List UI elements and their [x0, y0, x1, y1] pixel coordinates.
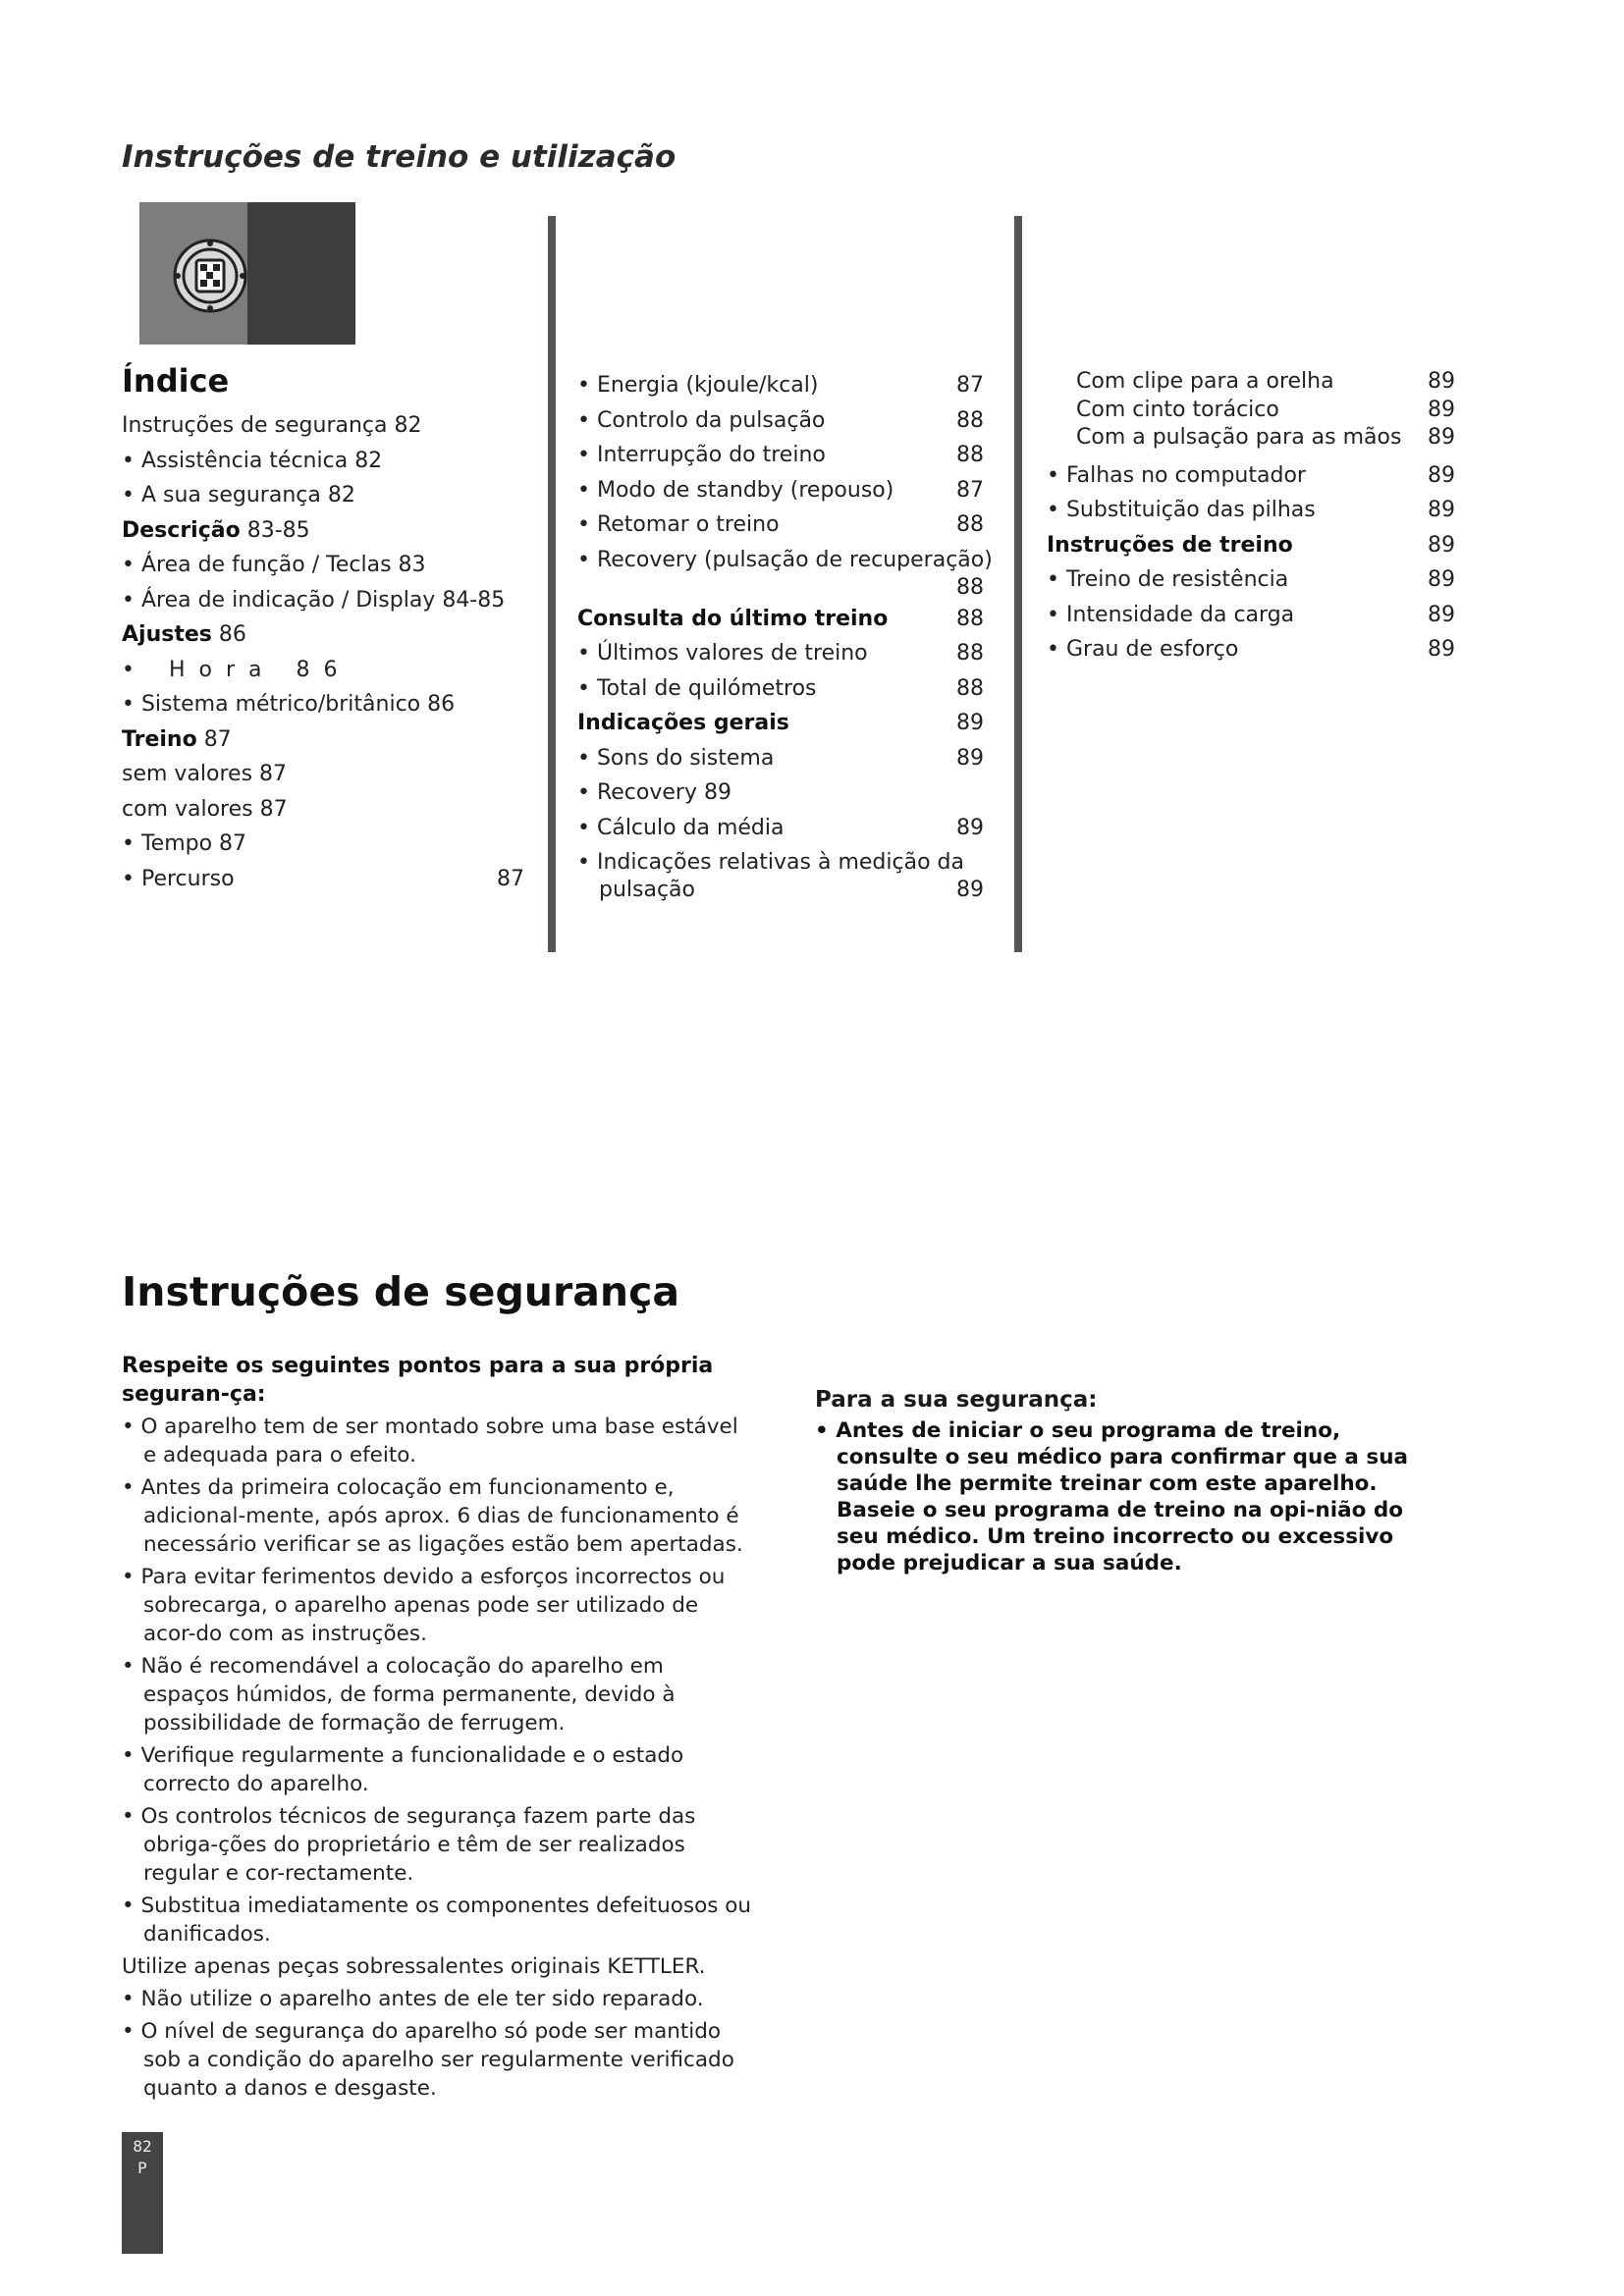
- toc-heading: Descrição 83-85: [122, 517, 310, 543]
- safety-item: • Antes da primeira colocação em funcionamento e, adicional-mente, após aprox. 6 dias de funcionamento é necessário verificar se as ligações estão bem apertadas.: [122, 1475, 743, 1557]
- toc-entry: Instruções de segurança 82: [122, 413, 422, 438]
- your-safety-item: • Antes de iniciar o seu programa de treino, consulte o seu médico para confirmar que a sua saúde lhe permite treinar com este aparelho. Baseie o seu programa de treino na opi-nião do seu médico. Um treino incorrecto ou excessivo pode prejudicar a sua saúde.: [815, 1418, 1409, 1575]
- toc-entry: • Últimos valores de treino 88: [577, 641, 984, 666]
- toc-title: Índice: [122, 362, 230, 400]
- toc-column-2: [577, 368, 993, 904]
- toc-entry: • Grau de esforço 89: [1047, 637, 1455, 662]
- safety-item: • Não é recomendável a colocação do aparelho em espaços húmidos, de forma permanente, devido à possibilidade de formação de ferrugem.: [122, 1654, 676, 1735]
- toc-column-3: [1047, 368, 1455, 667]
- safety-item: • Os controlos técnicos de segurança fazem parte das obriga-ções do proprietário e têm de ser realizados regular e cor-rectamente.: [122, 1804, 696, 1886]
- safety-item: • Para evitar ferimentos devido a esforços incorrectos ou sobrecarga, o aparelho apenas pode ser utilizado de acor-do com as instruções.: [122, 1565, 726, 1646]
- toc-entry: • Cálculo da média 89: [577, 815, 984, 840]
- your-safety-title: Para a sua segurança:: [815, 1387, 1098, 1413]
- toc-entry: • Hora 86: [122, 657, 352, 682]
- coat-of-arms-icon: [171, 237, 249, 315]
- toc-entry: • Recovery (pulsação de recuperação) 88: [577, 547, 993, 600]
- safety-item: • O aparelho tem de ser montado sobre uma base estável e adequada para o efeito.: [122, 1415, 738, 1468]
- toc-entry: • Energia (kjoule/kcal) 87: [577, 373, 984, 398]
- section-title: Instruções de segurança: [122, 1268, 680, 1315]
- toc-heading: Indicações gerais 89: [577, 711, 984, 735]
- page-header-title: Instruções de treino e utilização: [122, 139, 677, 175]
- toc-entry: • Intensidade da carga 89: [1047, 602, 1455, 627]
- flag-right-band: [247, 202, 355, 345]
- toc-entry: • Assistência técnica 82: [122, 448, 383, 473]
- safety-item: • Substitua imediatamente os componentes defeituosos ou danificados.: [122, 1894, 752, 1947]
- toc-entry: • Sistema métrico/britânico 86: [122, 692, 456, 717]
- toc-entry: • Falhas no computador 89: [1047, 462, 1455, 488]
- page-number-tab: [122, 2132, 163, 2254]
- language-code: P: [137, 2159, 147, 2177]
- language-flag: [139, 202, 355, 345]
- toc-entry: • Sons do sistema 89: [577, 745, 984, 771]
- toc-entry: sem valores 87: [122, 762, 288, 786]
- toc-heading: Ajustes 86: [122, 622, 246, 647]
- safety-lead: Respeite os seguintes pontos para a sua própria seguran-ça:: [122, 1354, 714, 1407]
- toc-entry: • Total de quilómetros 88: [577, 675, 984, 701]
- toc-entry: • Modo de standby (repouso) 87: [577, 477, 984, 503]
- safety-note: Utilize apenas peças sobressalentes originais KETTLER.: [122, 1954, 706, 1979]
- your-safety: [815, 1387, 1443, 1576]
- toc-entry: • A sua segurança 82: [122, 483, 355, 507]
- toc-entry: • Área de função / Teclas 83: [122, 553, 426, 577]
- safety-instructions: [122, 1352, 755, 2103]
- toc-entry: • Controlo da pulsação 88: [577, 407, 984, 433]
- toc-entry: • Retomar o treino 88: [577, 512, 984, 537]
- safety-item: • Não utilize o aparelho antes de ele ter sido reparado.: [122, 1987, 704, 2011]
- safety-item: • O nível de segurança do aparelho só pode ser mantido sob a condição do aparelho ser regularmente verificado quanto a danos e desgaste.: [122, 2019, 734, 2101]
- toc-entry: • Recovery 89: [577, 780, 731, 805]
- toc-heading: Treino 87: [122, 726, 232, 752]
- toc-entry: com valores 87: [122, 796, 288, 822]
- toc-entry: • Tempo 87: [122, 831, 247, 856]
- toc-entry: • Substituição das pilhas 89: [1047, 498, 1455, 522]
- toc-heading: Instruções de treino 89: [1047, 532, 1455, 558]
- safety-item: • Verifique regularmente a funcionalidade e o estado correcto do aparelho.: [122, 1743, 684, 1796]
- toc-entry: • Percurso 87: [122, 866, 524, 891]
- toc-entry: Com cinto torácico 89: [1076, 397, 1455, 422]
- page-number: 82: [133, 2137, 152, 2156]
- toc-entry: • Área de indicação / Display 84-85: [122, 587, 506, 613]
- toc-entry: • Indicações relativas à medição da: [577, 850, 964, 875]
- toc-column-1: [122, 361, 524, 896]
- column-divider-1: [548, 216, 556, 952]
- toc-entry: Com clipe para a orelha 89: [1076, 369, 1455, 394]
- toc-entry: pulsação 89: [599, 878, 984, 902]
- toc-entry: • Interrupção do treino 88: [577, 443, 984, 467]
- toc-heading: Consulta do último treino 88: [577, 606, 984, 631]
- toc-entry: • Treino de resistência 89: [1047, 567, 1455, 592]
- column-divider-2: [1014, 216, 1022, 952]
- toc-entry: Com a pulsação para as mãos 89: [1076, 425, 1455, 450]
